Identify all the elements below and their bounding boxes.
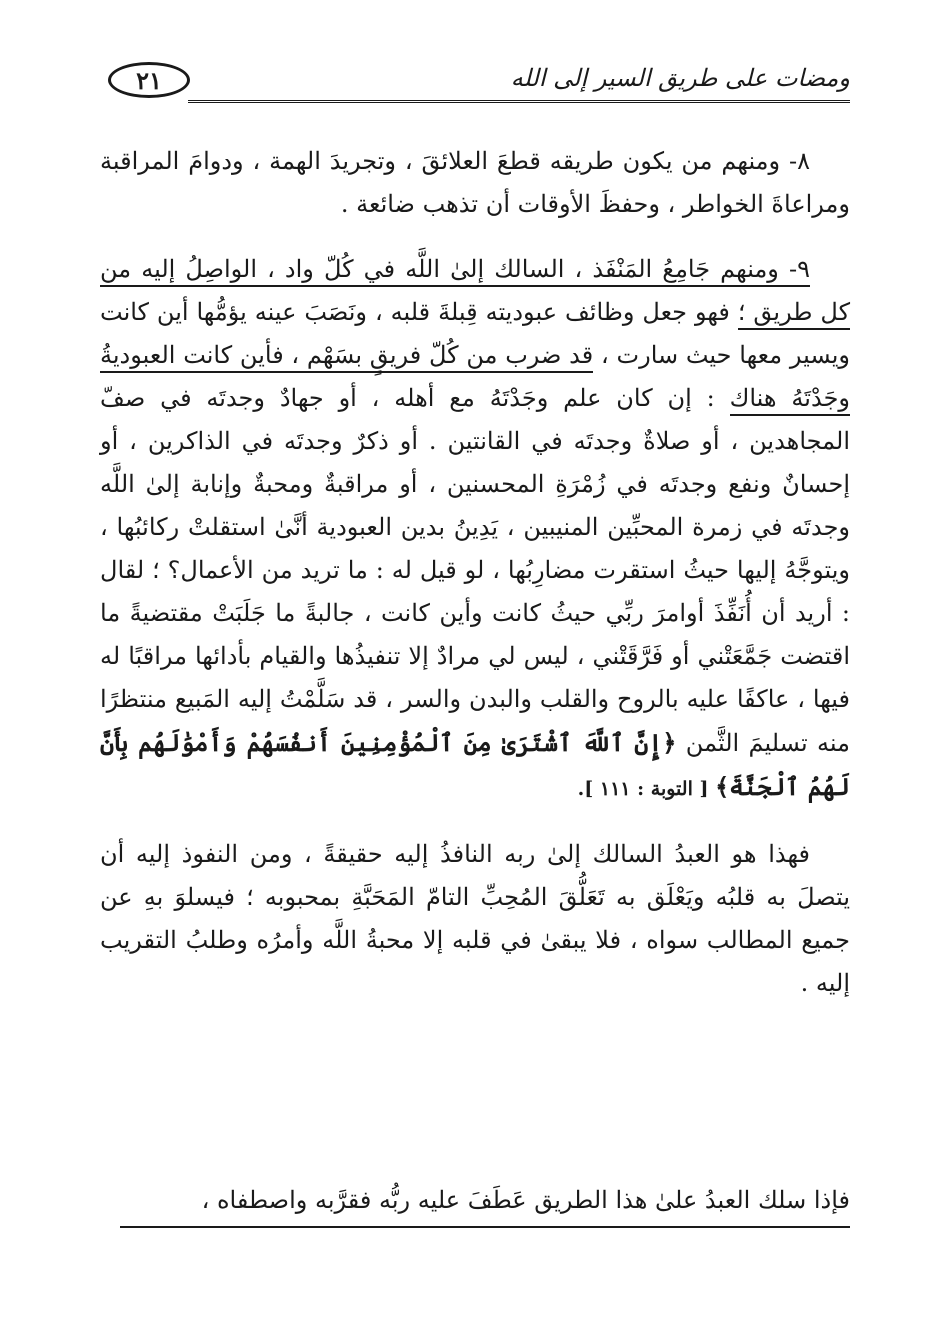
verse-citation: [ التوبة : ١١١ ]. (577, 778, 716, 800)
paragraph-9-text: : إن كان علم وجَدْتَهُ مع أهله ، أو جهادٌ وجدتَه في صفّ المجاهدين ، أو صلاةٌ وجدتَه في القانتين . أو ذكرٌ وجدتَه في الذاكرين ، أو إحسانٌ ونفع وجدتَه في زُمْرَةِ المحسنين ، أو مراقبةٌ ومحبةٌ وإنابة إلىٰ اللَّه وجدتَه في زمرة المحبِّين المنيبين ، يَدِينُ بدين العبودية أنَّىٰ استقلتْ ركائبُها ، ويتوجَّهُ إليها حيثُ استقرت مضارِبُها ، لو قيل له : ما تريد من الأعمال؟ ؛ لقال : أريد أن أُنَفِّذَ أوامرَ ربِّي حيثُ كانت وأين كانت ، جالبةً ما جَلَبَتْ مقتضيةً ما اقتضت جَمَّعَتْني أو فَرَّقَتْني ، ليس لي مرادٌ إلا تنفيذُها والقيام بأدائها مراقبًا له فيها ، عاكفًا عليه بالروح والقلب والبدن والسر ، قد سَلَّمْتُ إليه المَبيع منتظرًا منه تسليمَ الثَّمن (100, 384, 851, 757)
underlined-phrase: ٩- ومنهم جَامِعُ المَنْفَذ ، السالك إلىٰ اللَّه في كُلّ واد ، الواصِلُ إليه من كل طريق ؛ (100, 255, 850, 330)
quran-verse: ﴿إِنَّ ٱللَّهَ ٱشْتَرَىٰ مِنَ ٱلْمُؤْمِنِينَ أَنفُسَهُمْ وَأَمْوَٰلَهُم بِأَنَّ لَهُمُ ٱلْجَنَّةَ﴾ (100, 728, 850, 801)
paragraph-8: ٨- ومنهم من يكون طريقه قطعَ العلائقَ ، وتجريدَ الهمة ، ودوامَ المراقبة ومراعاةَ الخواطر ، وحفظَ الأوقات أن تذهب ضائعة . (100, 147, 850, 218)
page-header (100, 56, 850, 106)
paragraph-9-text: فهو جعل وظائف عبوديته قِبلةَ قلبه ، ونَصَبَ عينه يؤمُّها أين كانت ويسير معها حيث سارت ، (100, 298, 850, 369)
underlined-phrase: قد ضرب من كُلّ فريقٍ بسَهْم ، فأين كانت العبوديةُ وجَدْتَهُ هناك (100, 341, 850, 416)
paragraph-11: فإذا سلك العبدُ علىٰ هذا الطريق عَطَفَ عليه ربُّه فقرَّبه واصطفاه ، (120, 1180, 850, 1228)
running-title: ومضات على طريق السير إلى الله (510, 64, 850, 92)
paragraph-9 (100, 248, 850, 811)
page-number-badge: ٢١ (108, 62, 190, 98)
body-text (100, 140, 850, 1027)
paragraph-10: فهذا هو العبدُ السالك إلىٰ ربه النافذُ إليه حقيقةً ، ومن النفوذ إليه أن يتصلَ به قلبُه ويَعْلَق به تَعَلُّقَ المُحِبِّ التامّ المَحَبَّةِ بمحبوبه ؛ فيسلوَ بهِ عن جميع المطالب سواه ، فلا يبقىٰ في قلبه إلا محبةُ اللَّه وأمرُه وطلبُ التقريب إليه . (100, 840, 851, 997)
header-rule (188, 100, 850, 105)
